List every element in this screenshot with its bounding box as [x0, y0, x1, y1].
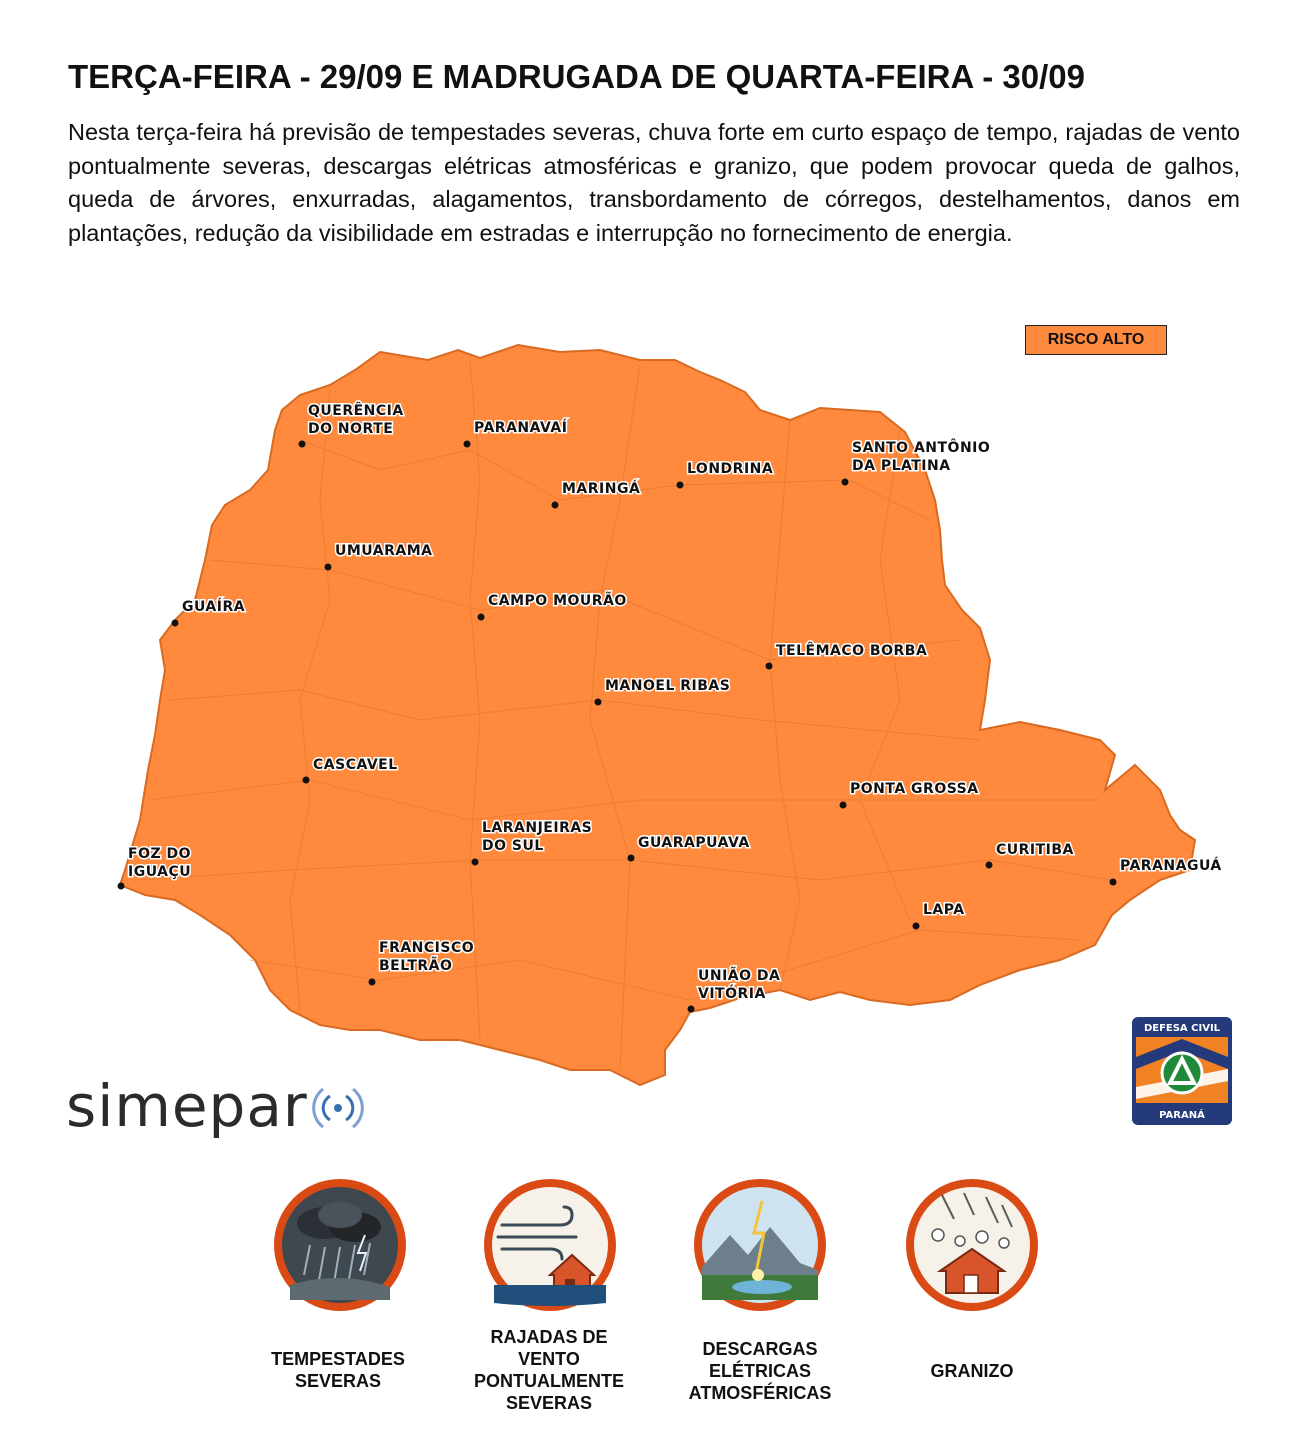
city-label-guaira: GUAÍRA — [182, 599, 246, 615]
defesa-civil-top-text: DEFESA CIVIL — [1143, 1023, 1221, 1034]
city-label-francisco_beltrao: BELTRÃO — [379, 958, 453, 974]
city-marker-londrina — [677, 482, 684, 489]
city-label-lapa: LAPA — [923, 902, 965, 918]
city-marker-santo_antonio — [842, 479, 849, 486]
city-label-paranavai: PARANAVAÍ — [474, 420, 568, 436]
city-label-campo_mourao: CAMPO MOURÃO — [488, 593, 627, 609]
hazard-label-granizo: GRANIZO — [930, 1361, 1014, 1381]
parana-state-shape — [120, 345, 1195, 1085]
city-label-francisco_beltrao: FRANCISCO — [379, 940, 475, 956]
storm-icon — [270, 1175, 410, 1315]
simepar-wordmark: simepar — [66, 1072, 308, 1140]
city-label-telemaco: TELÊMACO BORBA — [776, 643, 928, 659]
city-marker-paranagua — [1110, 879, 1117, 886]
city-marker-telemaco — [766, 663, 773, 670]
page-title: TERÇA-FEIRA - 29/09 E MADRUGADA DE QUARTA-FEIRA - 30/09 — [68, 58, 1085, 95]
city-marker-campo_mourao — [478, 614, 485, 621]
city-marker-querencia — [299, 441, 306, 448]
city-marker-paranavai — [464, 441, 471, 448]
city-marker-uniao_vitoria — [688, 1006, 695, 1013]
simepar-radar-icon — [310, 1080, 366, 1136]
hazard-label-tempestades: TEMPESTADES SEVERAS — [271, 1349, 405, 1391]
city-marker-curitiba — [986, 862, 993, 869]
city-label-uniao_vitoria: UNIÃO DA — [698, 968, 781, 984]
defesa-civil-bottom-text: PARANÁ — [1159, 1110, 1205, 1121]
city-label-uniao_vitoria: VITÓRIA — [698, 986, 766, 1002]
city-label-manoel_ribas: MANOEL RIBAS — [605, 678, 731, 694]
city-label-foz: FOZ DO — [128, 846, 192, 862]
lightning-icon — [690, 1175, 830, 1315]
city-label-maringa: MARINGÁ — [562, 481, 641, 497]
defesa-civil-logo — [1132, 1017, 1232, 1125]
city-label-laranjeiras: DO SUL — [482, 838, 544, 854]
city-marker-manoel_ribas — [595, 699, 602, 706]
city-label-umuarama: UMUARAMA — [335, 543, 433, 559]
city-marker-laranjeiras — [472, 859, 479, 866]
city-marker-guarapuava — [628, 855, 635, 862]
city-marker-guaira — [172, 620, 179, 627]
risk-legend-badge: RISCO ALTO — [1025, 325, 1167, 355]
hazard-label-descargas: DESCARGAS ELÉTRICAS ATMOSFÉRICAS — [688, 1339, 832, 1403]
city-label-laranjeiras: LARANJEIRAS — [482, 820, 593, 836]
city-label-guarapuava: GUARAPUAVA — [638, 835, 750, 851]
city-marker-foz — [118, 883, 125, 890]
forecast-description: Nesta terça-feira há previsão de tempestades severas, chuva forte em curto espaço de tempo, rajadas de vento pontualmente severas, descargas elétricas atmosféricas e granizo, que podem provocar queda de galhos, queda de árvores, enxurradas, alagamentos, transbordamento de córregos, destelhamentos, danos em plantações, redução da visibilidade em estradas e interrupção no fornecimento de energia. — [68, 119, 1240, 246]
city-label-ponta_grossa: PONTA GROSSA — [850, 781, 979, 797]
city-label-cascavel: CASCAVEL — [313, 757, 398, 773]
city-marker-ponta_grossa — [840, 802, 847, 809]
city-label-londrina: LONDRINA — [687, 461, 774, 477]
city-marker-cascavel — [303, 777, 310, 784]
city-label-santo_antonio: SANTO ANTÔNIO — [852, 440, 991, 456]
city-label-querencia: QUERÊNCIA — [308, 403, 404, 419]
city-label-curitiba: CURITIBA — [996, 842, 1074, 858]
city-label-paranagua: PARANAGUÁ — [1120, 858, 1222, 874]
city-marker-umuarama — [325, 564, 332, 571]
city-label-santo_antonio: DA PLATINA — [852, 458, 951, 474]
wind-house-icon — [480, 1175, 620, 1315]
city-marker-francisco_beltrao — [369, 979, 376, 986]
city-marker-lapa — [913, 923, 920, 930]
city-label-querencia: DO NORTE — [308, 421, 394, 437]
hazard-label-rajadas: RAJADAS DE VENTO PONTUALMENTE SEVERAS — [474, 1327, 624, 1413]
hail-icon — [902, 1175, 1042, 1315]
city-marker-maringa — [552, 502, 559, 509]
city-label-foz: IGUAÇU — [128, 864, 192, 880]
